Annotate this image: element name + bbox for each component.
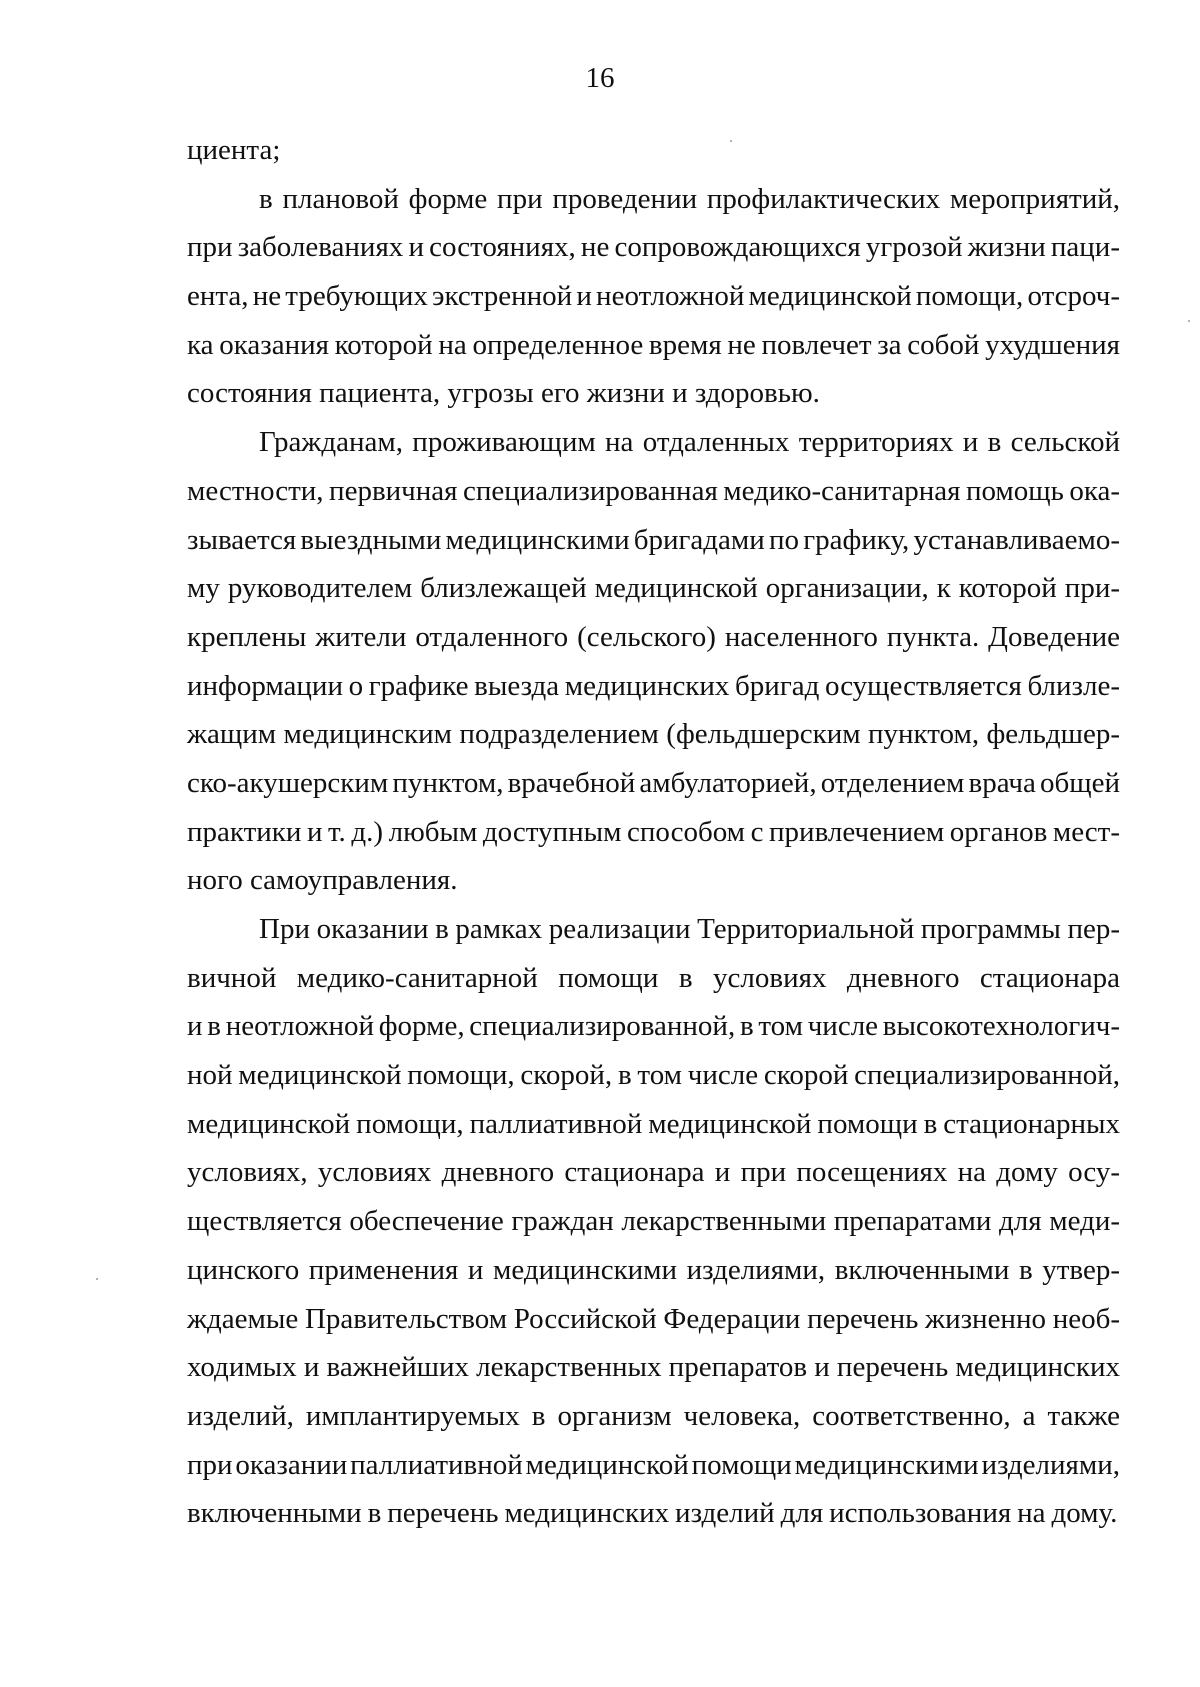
- text-line: местности, первичная специализированная медико-санитарная помощь ока-: [187, 474, 1120, 507]
- text-line: изделий, имплантируемых в организм человека, соответственно, а также: [187, 1399, 1120, 1432]
- scan-speck: [96, 1278, 98, 1280]
- text-line: жащим медицинским подразделением (фельдшерским пунктом, фельдшер-: [187, 718, 1120, 751]
- scan-speck: [1188, 320, 1190, 322]
- page-number: 16: [585, 62, 615, 94]
- paragraph: [187, 126, 1120, 175]
- paragraph: [187, 175, 1120, 418]
- text-line: включенными в перечень медицинских изделий для использования на дому.: [187, 1497, 1118, 1530]
- text-line: условиях, условиях дневного стационара и при посещениях на дому осу-: [187, 1156, 1120, 1189]
- text-line: медицинской помощи, паллиативной медицинской помощи в стационарных: [187, 1107, 1120, 1140]
- text-line: в плановой форме при проведении профилактических мероприятий,: [259, 182, 1120, 215]
- text-line: и в неотложной форме, специализированной, в том числе высокотехнологич-: [187, 1010, 1120, 1043]
- text-line: Гражданам, проживающим на отдаленных территориях и в сельской: [259, 426, 1120, 459]
- text-line: зывается выездными медицинскими бригадами по графику, устанавливаемо-: [187, 523, 1120, 556]
- text-line: циента;: [187, 134, 281, 166]
- text-line: ходимых и важнейших лекарственных препаратов и перечень медицинских: [187, 1351, 1120, 1384]
- paragraph: [187, 418, 1120, 905]
- text-line: при заболеваниях и состояниях, не сопровождающихся угрозой жизни паци-: [187, 231, 1120, 264]
- text-line: ско-акушерским пунктом, врачебной амбулаторией, отделением врача общей: [187, 766, 1120, 799]
- text-line: ной медицинской помощи, скорой, в том числе скорой специализированной,: [187, 1059, 1120, 1092]
- text-line: состояния пациента, угрозы его жизни и здоровью.: [187, 377, 820, 410]
- text-line: ществляется обеспечение граждан лекарственными препаратами для меди-: [187, 1205, 1120, 1238]
- text-line: му руководителем близлежащей медицинской организации, к которой при-: [187, 572, 1120, 605]
- scan-speck: [730, 140, 732, 142]
- text-line: цинского применения и медицинскими изделиями, включенными в утвер-: [187, 1253, 1120, 1286]
- text-line: при оказании паллиативной медицинской помощи медицинскими изделиями,: [187, 1448, 1120, 1481]
- document-body: [187, 126, 1120, 1538]
- text-line: ента, не требующих экстренной и неотложной медицинской помощи, отсроч-: [187, 280, 1120, 313]
- text-line: При оказании в рамках реализации Территориальной программы пер-: [259, 913, 1120, 945]
- text-line: креплены жители отдаленного (сельского) населенного пункта. Доведение: [187, 620, 1120, 653]
- paragraph: [187, 905, 1120, 1538]
- text-line: информации о графике выезда медицинских бригад осуществляется близле-: [187, 669, 1120, 702]
- text-line: вичной медико-санитарной помощи в условиях дневного стационара: [187, 961, 1120, 994]
- text-line: ждаемые Правительством Российской Федерации перечень жизненно необ-: [187, 1302, 1120, 1335]
- text-line: ного самоуправления.: [187, 864, 458, 897]
- text-line: практики и т. д.) любым доступным способом с привлечением органов мест-: [187, 815, 1120, 848]
- text-line: ка оказания которой на определенное время не повлечет за собой ухудшения: [187, 328, 1120, 361]
